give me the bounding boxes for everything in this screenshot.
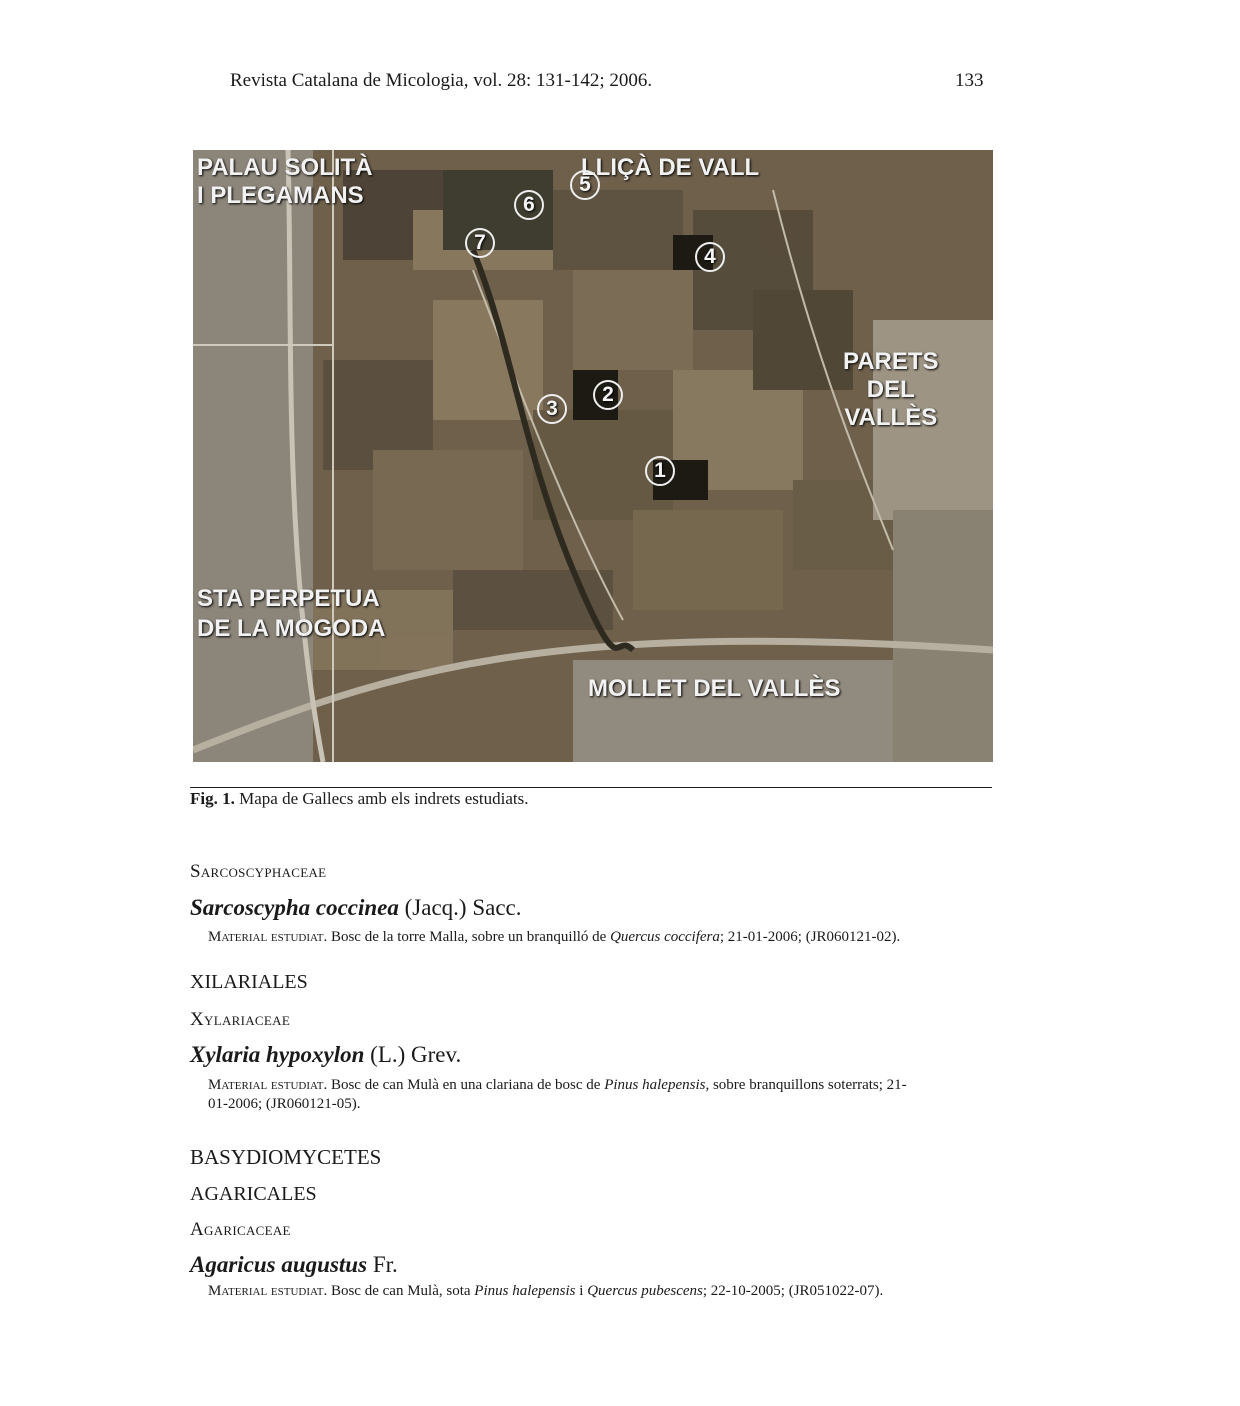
material-studied: Material estudiat. Bosc de la torre Malla, sobre un branquilló de Quercus coccifera; 21-01-2006; (JR060121-02).: [208, 929, 901, 945]
journal-header: Revista Catalana de Micologia, vol. 28: 131-142; 2006.: [230, 70, 653, 91]
class-heading: BASYDIOMYCETES: [190, 1145, 382, 1169]
site-marker-6: 6: [514, 190, 544, 220]
aerial-map: [193, 150, 993, 762]
family-heading: Xylariaceae: [190, 1009, 291, 1030]
site-marker-7: 7: [465, 228, 495, 258]
page-number: 133: [955, 70, 984, 91]
species-heading: Xylaria hypoxylon (L.) Grev.: [190, 1042, 462, 1067]
material-studied: Material estudiat. Bosc de can Mulà, sota Pinus halepensis i Quercus pubescens; 22-10-2005; (JR051022-07).: [208, 1283, 884, 1299]
map-label-perpetua: STA PERPETUA DE LA MOGODA: [197, 585, 386, 642]
order-heading: AGARICALES: [190, 1183, 317, 1205]
family-heading: Sarcoscyphaceae: [190, 861, 327, 882]
site-marker-2: 2: [593, 380, 623, 410]
material-studied: Material estudiat. Bosc de can Mulà en una clariana de bosc de Pinus halepensis, sobre branquillons soterrats; 21- 01-2006; (JR060121-05).: [208, 1077, 907, 1112]
map-label-palau: PALAU SOLITÀ I PLEGAMANS: [197, 154, 373, 209]
species-heading: Sarcoscypha coccinea (Jacq.) Sacc.: [190, 895, 522, 920]
site-marker-1: 1: [645, 456, 675, 486]
caption-rule: [190, 787, 992, 788]
map-label-llica: LLIÇÀ DE VALL: [581, 154, 760, 181]
order-heading: XILARIALES: [190, 971, 308, 993]
site-marker-4: 4: [695, 242, 725, 272]
figure-caption: Fig. 1. Mapa de Gallecs amb els indrets estudiats.: [190, 789, 529, 808]
map-label-parets: PARETS DEL VALLÈS: [843, 348, 939, 431]
species-heading: Agaricus augustus Fr.: [190, 1252, 398, 1277]
site-marker-5: 5: [570, 170, 600, 200]
family-heading: Agaricaceae: [190, 1219, 291, 1240]
site-marker-3: 3: [537, 394, 567, 424]
map-label-mollet: MOLLET DEL VALLÈS: [588, 675, 841, 702]
